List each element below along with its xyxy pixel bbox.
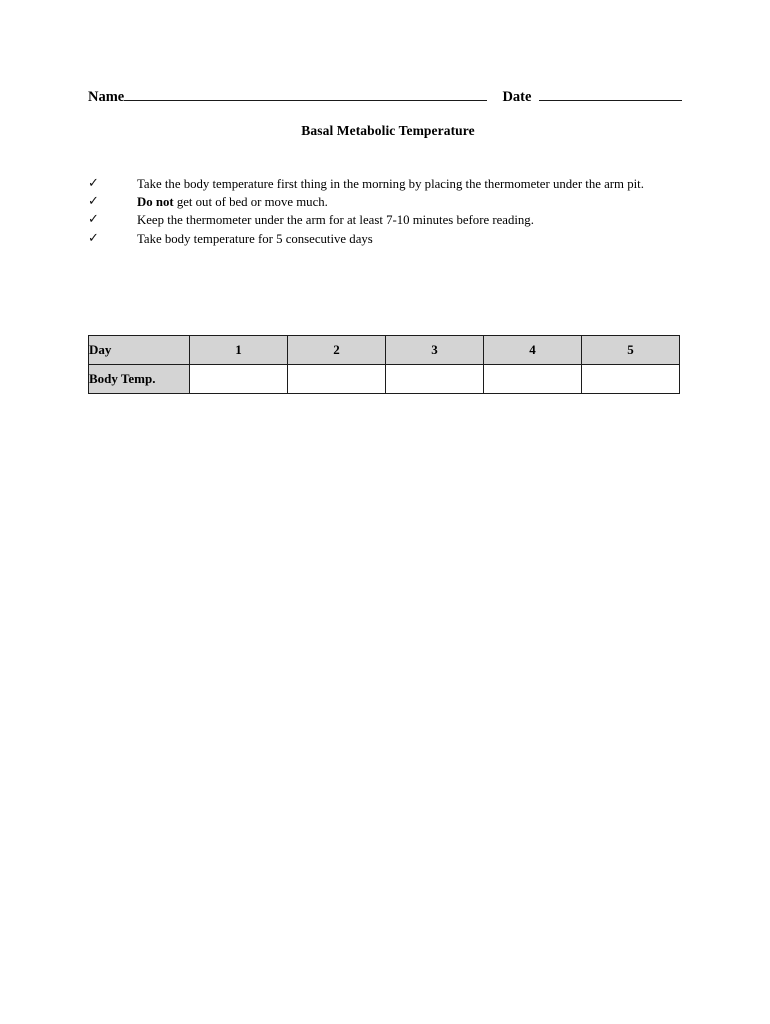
table-row-label-body-temp: Body Temp. [89, 365, 190, 394]
instruction-text [137, 230, 665, 248]
table-header-day-3: 3 [386, 336, 484, 365]
instruction-text [137, 211, 665, 229]
checkmark-icon: ✓ [88, 176, 99, 191]
instruction-text-body: Take the body temperature first thing in the morning by placing the thermometer under the arm pit. [137, 177, 644, 191]
checkmark-icon: ✓ [88, 212, 99, 228]
table-header-day: Day [89, 336, 190, 365]
body-temperature-table [88, 335, 680, 394]
instruction-emphasis: Do not [137, 195, 174, 210]
date-label: Date [502, 89, 532, 105]
list-item [88, 175, 678, 193]
instruction-text-body: Take body temperature for 5 consecutive days [137, 231, 373, 246]
name-label: Name [88, 89, 125, 105]
table-row [89, 336, 680, 365]
date-write-in-line[interactable] [539, 86, 682, 101]
checkmark-icon: ✓ [88, 194, 99, 210]
body-temp-entry-day-4[interactable] [484, 365, 582, 394]
instruction-text [137, 175, 665, 193]
page-title-text: Basal Metabolic Temperature [301, 123, 475, 138]
body-temp-entry-day-5[interactable] [582, 365, 680, 394]
body-temp-entry-day-1[interactable] [190, 365, 288, 394]
table-header-day-1: 1 [190, 336, 288, 365]
name-write-in-line[interactable] [124, 86, 486, 101]
table-header-day-2: 2 [288, 336, 386, 365]
name-date-header [88, 86, 682, 108]
table-header-day-5: 5 [582, 336, 680, 365]
instruction-text-body: get out of bed or move much. [173, 195, 328, 210]
list-item [88, 193, 678, 211]
instruction-text-body: Keep the thermometer under the arm for at least 7-10 minutes before reading. [137, 213, 534, 228]
list-item [88, 230, 678, 248]
instruction-text [137, 193, 665, 211]
instruction-list [88, 175, 678, 248]
body-temp-entry-day-2[interactable] [288, 365, 386, 394]
table-header-day-4: 4 [484, 336, 582, 365]
page-title [0, 123, 770, 139]
table-row [89, 365, 680, 394]
checkmark-icon: ✓ [88, 230, 99, 246]
body-temp-entry-day-3[interactable] [386, 365, 484, 394]
list-item [88, 211, 678, 229]
